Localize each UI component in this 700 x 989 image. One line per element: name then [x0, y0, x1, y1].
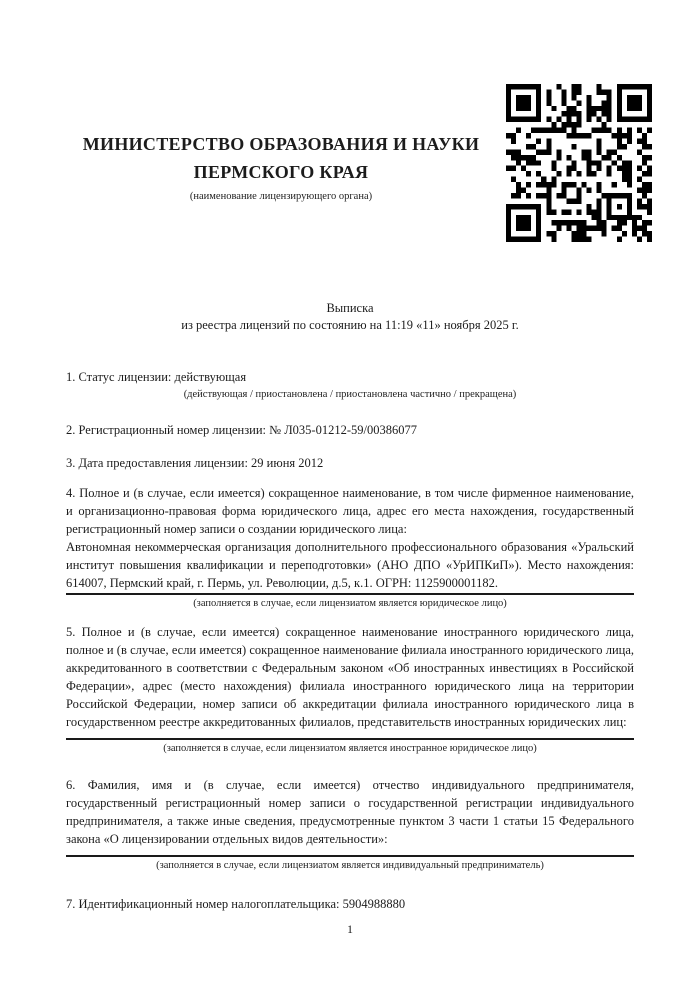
taxpayer-id: 7. Идентификационный номер налогоплательщика: 5904988880 [66, 897, 406, 911]
legal-entity-field-caption: (заполняется в случае, если лицензиатом является юридическое лицо) [193, 598, 507, 609]
document-title-line2: из реестра лицензий по состоянию на 11:19 «11» ноября 2025 г. [181, 318, 519, 332]
individual-entrepreneur-label: 6. Фамилия, имя и (в случае, если имеется) отчество индивидуального предпринимателя, государственный регистрационный номер записи о государственной регистрации индивидуального предпринимателя, а также иные сведения, предусмотренные пунктом 3 части 1 статьи 15 Федерального закона «О лицензировании отдельных видов деятельности»: [66, 778, 634, 846]
document-title [66, 300, 634, 334]
license-grant-date: 3. Дата предоставления лицензии: 29 июня 2012 [66, 456, 324, 470]
legal-entity-field-rule [66, 593, 634, 595]
document-title-line1: Выписка [326, 301, 374, 315]
document-header [66, 130, 496, 203]
legal-entity-label: 4. Полное и (в случае, если имеется) сокращенное наименование, в том числе фирменное наименование, и организационно-правовая форма юридического лица, адрес его места нахождения, государственный регистрационный номер записи о создании юридического лица: [66, 486, 634, 536]
licensing-authority-name-line1: МИНИСТЕРСТВО ОБРАЗОВАНИЯ И НАУКИ [82, 134, 480, 154]
individual-entrepreneur-field-caption: (заполняется в случае, если лицензиатом является индивидуальный предприниматель) [156, 860, 544, 871]
foreign-entity-field-rule [66, 738, 634, 740]
license-status-caption: (действующая / приостановлена / приостановлена частично / прекращена) [183, 389, 517, 400]
legal-entity-value: Автономная некоммерческая организация дополнительного профессионального образования «Уральский институт повышения квалификации и переподготовки» (АНО ДПО «УрИПКиП»). Место нахождения: 614007, Пермский край, г. Пермь, ул. Революции, д.5, к.1. ОГРН: 1125900001182. [66, 540, 634, 590]
licensing-authority-caption: (наименование лицензирующего органа) [189, 191, 373, 202]
licensing-authority-name-line2: ПЕРМСКОГО КРАЯ [193, 162, 369, 182]
license-registration-number: 2. Регистрационный номер лицензии: № Л035-01212-59/00386077 [66, 423, 417, 437]
page-number: 1 [347, 922, 353, 936]
foreign-entity-field-caption: (заполняется в случае, если лицензиатом является иностранное юридическое лицо) [163, 743, 537, 754]
foreign-entity-label: 5. Полное и (в случае, если имеется) сокращенное наименование иностранного юридического лица, полное и (в случае, если имеется) сокращенное наименование филиала иностранного юридического лица, аккредитованного в соответствии с Федеральным законом «Об иностранных инвестициях в Российской Федерации», адрес (место нахождения) филиала иностранного юридического лица на территории Российской Федерации, номер записи об аккредитации филиала иностранного юридического лица в государственном реестре аккредитованных филиалов, представительств иностранных юридических лиц: [66, 625, 634, 729]
individual-entrepreneur-field-rule [66, 855, 634, 857]
license-status: 1. Статус лицензии: действующая [66, 370, 247, 384]
qr-code [506, 84, 652, 242]
document-body [0, 300, 700, 937]
qr-code-image [506, 84, 652, 242]
